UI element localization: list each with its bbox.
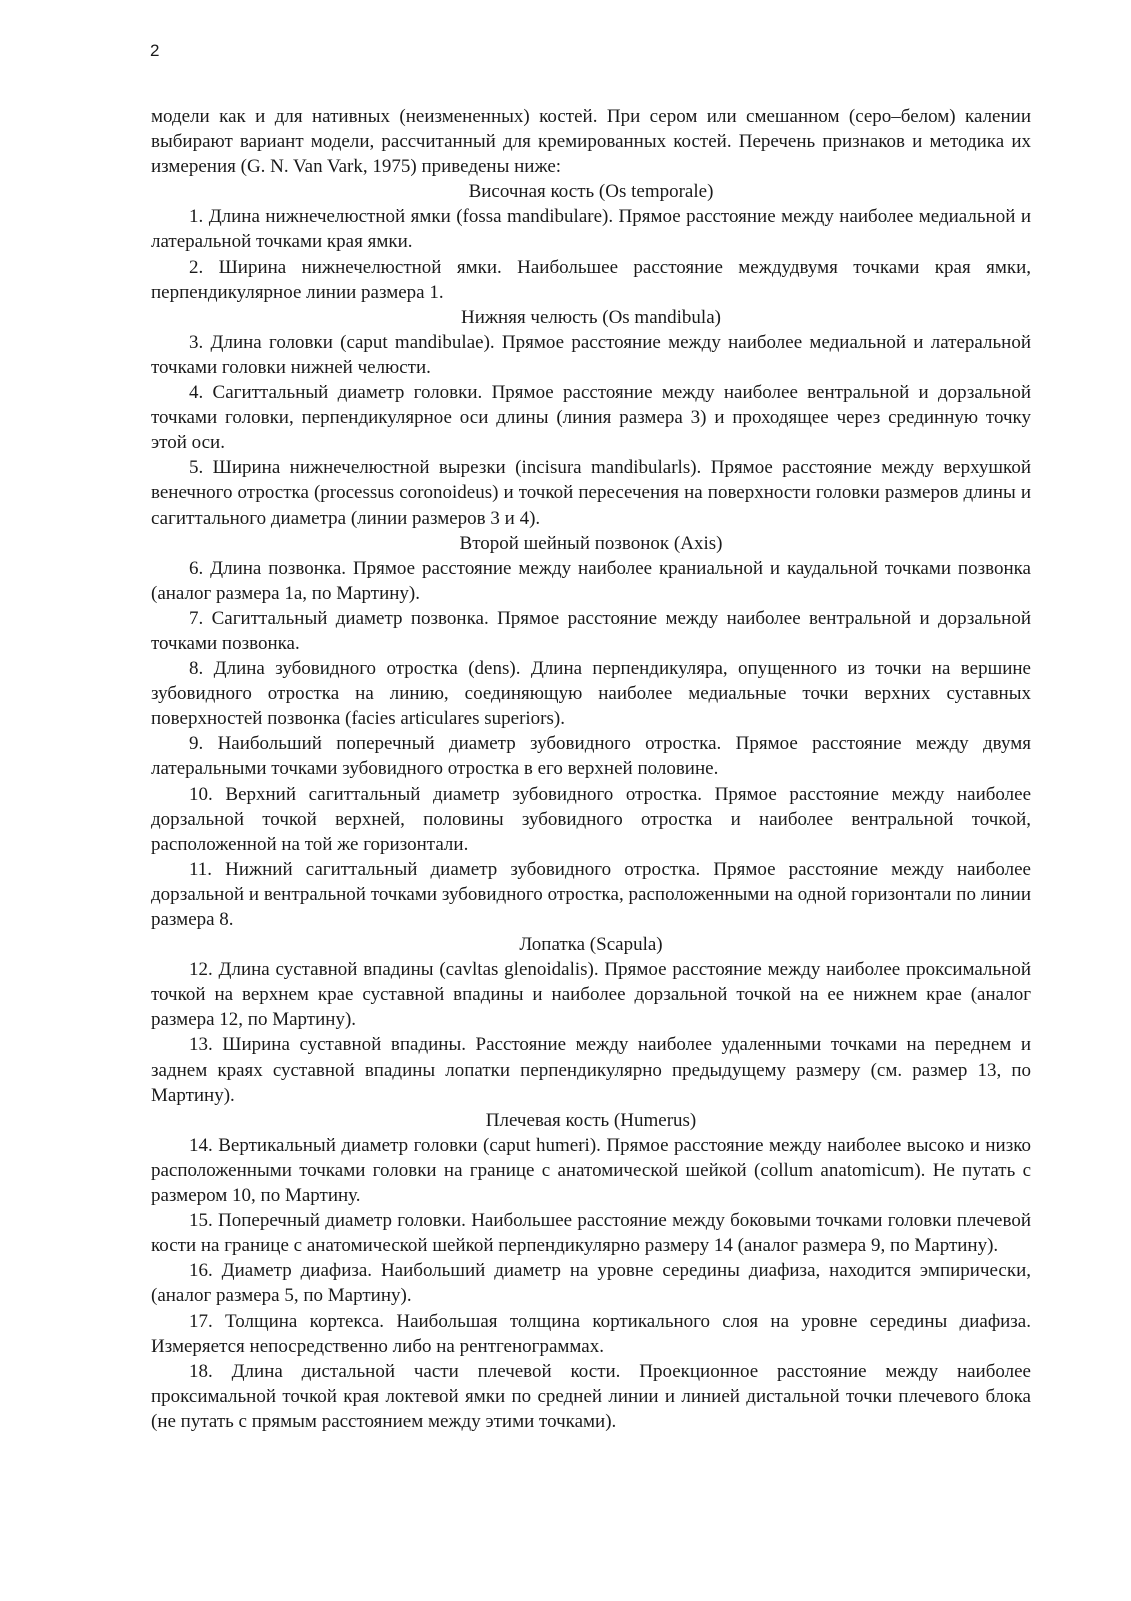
- section-heading-mandible: Нижняя челюсть (Os mandibula): [461, 306, 721, 328]
- measurement-item-6: 6. Длина позвонка. Прямое расстояние между наиболее краниальной и каудальной точками позвонка (аналог размера 1а, по Мартину).: [151, 557, 1031, 604]
- measurement-item-12: 12. Длина суставной впадины (cavltas glenoidalis). Прямое расстояние между наиболее проксимальной точкой на верхнем крае суставной впадины и наиболее дорзальной точкой на ее нижнем крае (аналог размера 12, по Мартину).: [151, 959, 1031, 1031]
- measurement-item-17: 17. Толщина кортекса. Наибольшая толщина кортикального слоя на уровне середины диафиза. Измеряется непосредственно либо на рентгенограммах.: [151, 1310, 1031, 1357]
- section-heading-axis: Второй шейный позвонок (Axis): [459, 532, 723, 554]
- measurement-item-10: 10. Верхний сагиттальный диаметр зубовидного отростка. Прямое расстояние между наиболее дорзальной точкой верхней, половины зубовидного отростка и наиболее вентральной точкой, расположенной на той же горизонтали.: [151, 783, 1031, 855]
- measurement-item-18: 18. Длина дистальной части плечевой кости. Проекционное расстояние между наиболее проксимальной точкой края локтевой ямки по средней линии и линией дистальной точки плечевого блока (не путать с прямым расстоянием между этими точками).: [151, 1360, 1031, 1432]
- page-number: 2: [150, 41, 160, 60]
- measurement-item-13: 13. Ширина суставной впадины. Расстояние между наиболее удаленными точками на переднем и заднем краях суставной впадины лопатки перпендикулярно предыдущему размеру (см. размер 13, по Мартину).: [151, 1034, 1031, 1106]
- measurement-item-8: 8. Длина зубовидного отростка (dens). Длина перпендикуляра, опущенного из точки на вершине зубовидного отростка на линию, соединяющую наиболее медиальные точки верхних суставных поверхностей позвонка (facies articulares superiors).: [151, 658, 1031, 730]
- measurement-item-9: 9. Наибольший поперечный диаметр зубовидного отростка. Прямое расстояние между двумя латеральными точками зубовидного отростка в его верхней половине.: [151, 733, 1031, 780]
- section-heading-temporal: Височная кость (Os temporale): [468, 181, 714, 203]
- measurement-item-16: 16. Диаметр диафиза. Наибольший диаметр на уровне середины диафиза, находится эмпирически, (аналог размера 5, по Мартину).: [151, 1260, 1031, 1307]
- measurement-item-14: 14. Вертикальный диаметр головки (caput humeri). Прямое расстояние между наиболее высоко и низко расположенными точками головки на границе с анатомической шейкой (collum anatomicum). Не путать с размером 10, по Мартину.: [151, 1134, 1031, 1207]
- measurement-item-15: 15. Поперечный диаметр головки. Наибольшее расстояние между боковыми точками головки плечевой кости на границе с анатомической шейкой перпендикулярно размеру 14 (аналог размера 9, по Мартину).: [151, 1210, 1031, 1257]
- document-body: [151, 104, 1031, 1434]
- measurement-item-3: 3. Длина головки (caput mandibulae). Прямое расстояние между наиболее медиальной и латеральной точками головки нижней челюсти.: [151, 331, 1031, 378]
- section-heading-humerus: Плечевая кость (Humerus): [485, 1109, 697, 1131]
- section-heading-scapula: Лопатка (Scapula): [519, 934, 663, 956]
- measurement-item-1: 1. Длина нижнечелюстной ямки (fossa mandibulare). Прямое расстояние между наиболее медиальной и латеральной точками края ямки.: [151, 206, 1031, 253]
- measurement-item-4: 4. Сагиттальный диаметр головки. Прямое расстояние между наиболее вентральной и дорзальной точками головки, перпендикулярное оси длины (линия размера 3) и проходящее через срединную точку этой оси.: [151, 382, 1031, 454]
- measurement-item-5: 5. Ширина нижнечелюстной вырезки (incisura mandibularls). Прямое расстояние между верхушкой венечного отростка (processus coronoideus) и точкой пересечения на поверхности головки размеров длины и сагиттального диаметра (линии размеров 3 и 4).: [151, 457, 1031, 529]
- measurement-item-2: 2. Ширина нижнечелюстной ямки. Наибольшее расстояние междудвумя точками края ямки, перпендикулярное линии размера 1.: [151, 256, 1031, 303]
- measurement-item-7: 7. Сагиттальный диаметр позвонка. Прямое расстояние между наиболее вентральной и дорзальной точками позвонка.: [151, 607, 1031, 654]
- intro-paragraph: модели как и для нативных (неизмененных) костей. При сером или смешанном (серо–белом) калении выбирают вариант модели, рассчитанный для кремированных костей. Перечень признаков и методика их измерения (G. N. Van Vark, 1975) приведены ниже:: [151, 106, 1031, 178]
- measurement-item-11: 11. Нижний сагиттальный диаметр зубовидного отростка. Прямое расстояние между наиболее дорзальной и вентральной точками зубовидного отростка, расположенными на одной горизонтали по линии размера 8.: [151, 858, 1031, 930]
